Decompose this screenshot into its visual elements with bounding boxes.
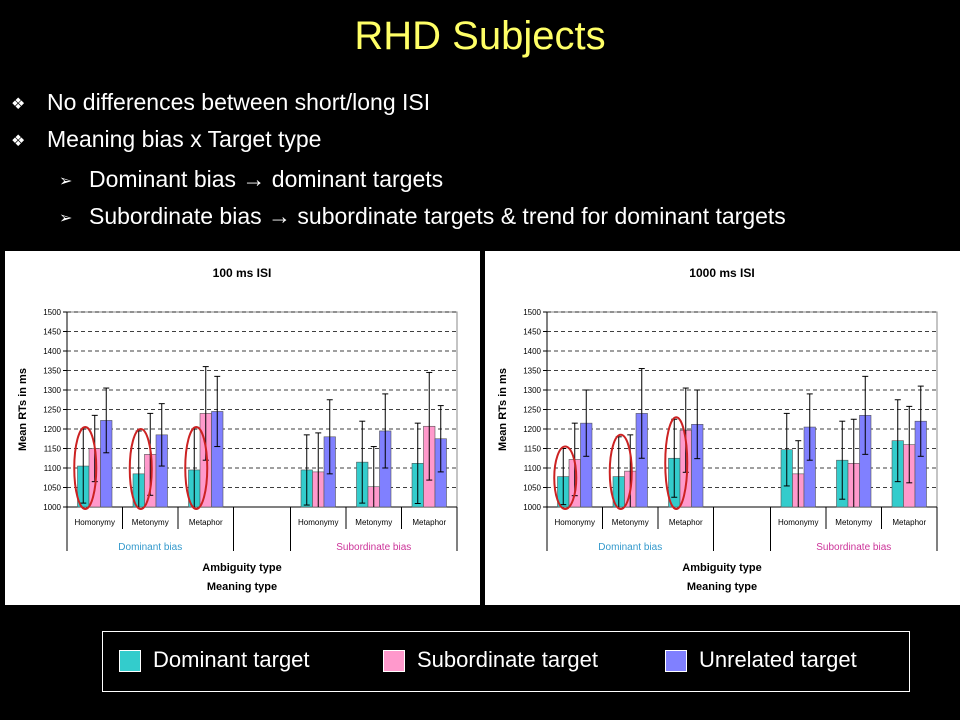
y-tick-label: 1000 <box>523 503 541 512</box>
y-tick-label: 1100 <box>523 464 541 473</box>
bullet-text: Meaning bias x Target type <box>47 126 322 152</box>
chart-panel-1000ms <box>485 251 960 605</box>
x-tick-label: Metonymy <box>835 518 873 527</box>
sub-bullet-text: Dominant bias → dominant targets <box>89 166 444 192</box>
y-tick-label: 1150 <box>43 444 61 454</box>
legend-swatch <box>119 650 141 672</box>
y-tick-label: 1300 <box>43 386 61 395</box>
chart-panel-100ms <box>5 251 480 605</box>
y-axis-label: Mean RTs in ms <box>497 368 509 451</box>
sub-bullet-text: Subordinate bias → subordinate targets & trend for dominant targets <box>89 203 786 229</box>
legend-swatch <box>665 650 687 672</box>
arrow-bullet-icon: ➢ <box>59 173 73 190</box>
sub-bullet-item <box>59 166 444 193</box>
y-axis-label: Mean RTs in ms <box>17 368 29 451</box>
x-axis-label: Ambiguity type <box>682 562 762 574</box>
y-tick-label: 1350 <box>43 366 61 376</box>
x-axis-label: Ambiguity type <box>202 562 282 574</box>
y-tick-label: 1350 <box>523 366 541 376</box>
bullet-text: No differences between short/long ISI <box>47 89 431 115</box>
y-tick-label: 1050 <box>523 483 541 493</box>
y-tick-label: 1400 <box>523 347 541 356</box>
y-tick-label: 1300 <box>523 386 541 395</box>
y-tick-label: 1150 <box>523 444 541 454</box>
slide-title: RHD Subjects <box>354 14 606 58</box>
y-tick-label: 1400 <box>43 347 61 356</box>
bar-chart-100ms <box>5 251 480 605</box>
y-tick-label: 1200 <box>523 425 541 434</box>
chart-title: 1000 ms ISI <box>689 266 755 280</box>
x-tick-label: Metaphor <box>668 518 703 527</box>
y-tick-label: 1100 <box>43 464 61 473</box>
diamond-bullet-icon: ❖ <box>11 96 26 113</box>
legend-label: Unrelated target <box>699 647 857 672</box>
x-tick-label: Metonymy <box>131 518 169 527</box>
y-tick-label: 1000 <box>43 503 61 512</box>
y-tick-label: 1050 <box>43 483 61 493</box>
y-tick-label: 1500 <box>523 308 541 317</box>
x-tick-label: Metonymy <box>611 518 649 527</box>
x-tick-label: Metaphor <box>188 518 223 527</box>
x-tick-label: Homonymy <box>298 518 339 527</box>
sub-bullet-item <box>59 203 786 230</box>
x-tick-label: Metaphor <box>412 518 447 527</box>
legend-swatch <box>383 650 405 672</box>
chart-title: 100 ms ISI <box>212 266 272 280</box>
y-tick-label: 1200 <box>43 425 61 434</box>
x-axis-label-secondary: Meaning type <box>686 581 758 593</box>
y-tick-label: 1450 <box>43 327 61 337</box>
y-tick-label: 1450 <box>523 327 541 337</box>
diamond-bullet-icon: ❖ <box>11 133 26 150</box>
y-tick-label: 1250 <box>43 405 61 415</box>
legend-label: Dominant target <box>153 647 310 672</box>
bullet-item <box>11 89 431 116</box>
x-tick-label: Homonymy <box>554 518 595 527</box>
group-label: Dominant bias <box>118 542 183 553</box>
bullet-item <box>11 126 322 153</box>
x-axis-label-secondary: Meaning type <box>206 581 278 593</box>
group-label: Subordinate bias <box>336 542 412 553</box>
legend <box>102 631 910 692</box>
x-tick-label: Homonymy <box>778 518 819 527</box>
x-tick-label: Metonymy <box>355 518 393 527</box>
x-tick-label: Metaphor <box>892 518 927 527</box>
group-label: Subordinate bias <box>816 542 892 553</box>
x-tick-label: Homonymy <box>74 518 115 527</box>
legend-label: Subordinate target <box>417 647 599 672</box>
group-label: Dominant bias <box>598 542 663 553</box>
y-tick-label: 1500 <box>43 308 61 317</box>
arrow-bullet-icon: ➢ <box>59 210 73 227</box>
bar-chart-1000ms <box>485 251 960 605</box>
y-tick-label: 1250 <box>523 405 541 415</box>
